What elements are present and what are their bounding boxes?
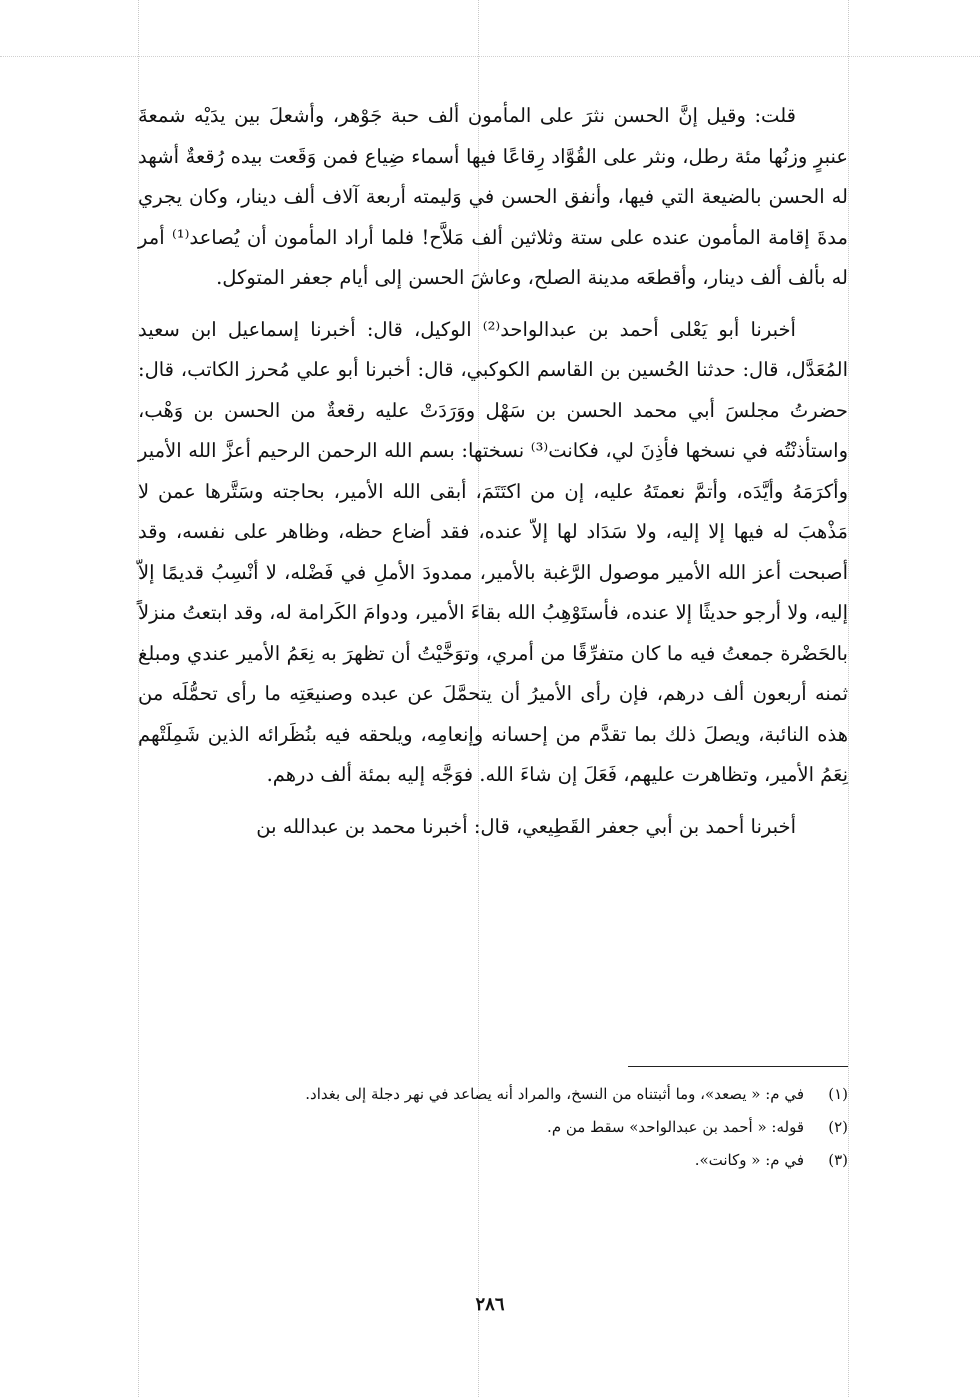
footnote <box>138 1111 848 1144</box>
footnote-text: في م: « وكانت». <box>694 1151 804 1169</box>
scan-guide-line <box>848 0 849 1397</box>
scan-guide-line <box>0 56 980 57</box>
paragraph: أخبرنا أبو يَعْلى أحمد بن عبدالواحد⁽²⁾ الوكيل، قال: أخبرنا إسماعيل ابن سعيد المُعَدَّل، قال: حدثنا الحُسين بن القاسم الكوكبي، قال: أخبرنا أبو علي مُحرز الكاتب، قال: حضرتُ مجلسَ أبي محمد الحسن بن سَهْل ووَرَدَتْ عليه رقعةٌ من الحسن بن وَهْب، واستأذنْتُه في نسخها فأذِنَ لي، فكانت⁽³⁾ نسختها: بسم الله الرحمن الرحيم أعزَّ الله الأمير وأكرَمَهُ وأيَّدَه، وأتمَّ نعمتَهُ عليه، إن من اكتَتَمَ، أبقى الله الأمير، بحاجته وسَتَّرها عمن لا مَذْهبَ له فيها إلا إليه، ولا سَدَاد لها إلاّ عنده، فقد أضاع حظه، وظاهر على نفسه، وقد أصبحت أعز الله الأمير موصول الرَّغبة بالأمير، ممدودَ الأملِ في فَضْله، لا أنْسِبُ قديمًا إلاّ إليه، ولا أرجو حديثًا إلا عنده، فأستَوْهِبُ الله بقاءَ الأمير، ودوامَ الكَرامة له، وقد ابتعتُ منزلاً بالحَضْرة جمعتُ فيه ما كان متفرِّقًا من أمري، وتوَخَّيْتُ أن تظهرَ به نِعَمُ الأمير عندي ومبلغ ثمنه أربعون ألف درهم، فإن رأى الأميرُ أن يتحمَّلَ عن عبده وصنيعَتِه ما رأى تحمُّلَه من هذه النائبة، ويصلَ ذلك بما تقدَّم من إحسانه وإنعامِه، ويلحقه فيه بنُظَرائه الذين شَمِلَتْهم نِعَمُ الأمير، وتظاهرت عليهم، فَعَلَ إن شاءَ الله. فوَجَّه إليه بمئة ألف درهم. <box>138 317 848 786</box>
page-number: ٢٨٦ <box>475 1294 505 1315</box>
footnote-number: (٣) <box>828 1151 848 1169</box>
footnote-number: (٢) <box>828 1118 848 1136</box>
footnote-text: قوله: « أحمد بن عبدالواحد» سقط من م. <box>547 1118 804 1136</box>
footnote <box>138 1078 848 1111</box>
paragraph: قلت: وقيل إنَّ الحسن نثرَ على المأمون ألف حبة جَوْهر، وأشعلَ بين يدَيْه شمعةَ عنبرٍ وزنُها مئة رطل، ونثر على القُوَّاد رِقاعًا فيها أسماء ضِياع فمن وَقَعت بيده رُقعةٌ أشهد له الحسن بالضيعة التي فيها، وأنفق الحسن في وَليمته أربعة آلاف ألف دينار، وكان يجري مدةَ إقامة المأمون عنده على ستة وثلاثين ألف مَلاَّح! فلما أراد المأمون أن يُصاعد⁽¹⁾ أمر له بألف ألف دينار، وأقطعَه مدينة الصلح، وعاشَ الحسن إلى أيام جعفر المتوكل. <box>138 104 848 289</box>
footnote-number: (١) <box>828 1085 848 1103</box>
main-text <box>138 96 848 847</box>
footnote-text: في م: « يصعد»، وما أثبتناه من النسخ، والمراد أنه يصاعد في نهر دجلة إلى بغداد. <box>305 1085 804 1103</box>
footnotes <box>138 1078 848 1177</box>
footnote <box>138 1144 848 1177</box>
footnote-separator <box>628 1066 848 1067</box>
paragraph: أخبرنا أحمد بن أبي جعفر القَطِيعي، قال: أخبرنا محمد بن عبدالله بن <box>256 814 796 838</box>
